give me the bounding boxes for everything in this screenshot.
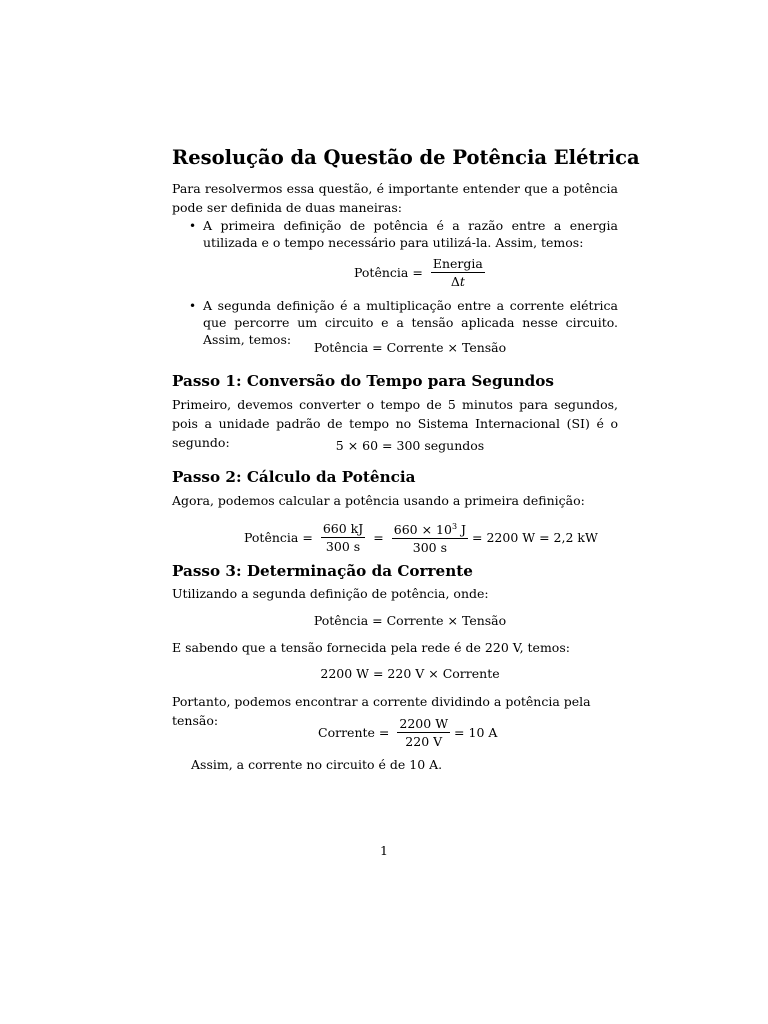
step3-paragraph-3: Portanto, podemos encontrar a corrente dividindo a potência pela tensão: bbox=[172, 694, 591, 728]
step3-heading: Passo 3: Determinação da Corrente bbox=[172, 562, 473, 580]
step2-result: = 2200 W = 2,2 kW bbox=[472, 529, 598, 545]
step3-result: = 10 A bbox=[454, 725, 498, 740]
step2-heading: Passo 2: Cálculo da Potência bbox=[172, 468, 416, 486]
page-title: Resolução da Questão de Potência Elétrica bbox=[172, 146, 640, 169]
conclusion-paragraph: Assim, a corrente no circuito é de 10 A. bbox=[191, 757, 443, 772]
step2-frac2-base: 660 × 10 bbox=[393, 522, 452, 538]
step2-frac2-denominator: 300 s bbox=[412, 540, 447, 556]
step2-frac1-numerator: 660 kJ bbox=[322, 520, 364, 536]
step2-frac1-denominator: 300 s bbox=[325, 538, 361, 554]
step2-fraction-kj bbox=[321, 521, 365, 554]
intro-paragraph: Para resolvermos essa questão, é importante entender que a potência pode ser definida de duas maneiras: bbox=[172, 181, 618, 215]
bullet-marker: • bbox=[189, 299, 197, 313]
eq1-time-var: t bbox=[459, 274, 465, 289]
step3-denominator: 220 V bbox=[405, 734, 443, 749]
equation-power-current-voltage: Potência = Corrente × Tensão bbox=[313, 340, 507, 355]
step3-equals: = bbox=[378, 725, 390, 740]
step3-fraction bbox=[397, 716, 450, 749]
step3-numerator: 2200 W bbox=[399, 716, 449, 731]
step2-fraction-j bbox=[392, 519, 468, 555]
step1-heading: Passo 1: Conversão do Tempo para Segundos bbox=[172, 372, 554, 390]
step3-paragraph-1: Utilizando a segunda definição de potência, onde: bbox=[172, 586, 489, 601]
step3-paragraph-2: E sabendo que a tensão fornecida pela rede é de 220 V, temos: bbox=[172, 640, 570, 655]
step2-frac2-unit: J bbox=[457, 522, 467, 538]
step3-lhs: Corrente bbox=[318, 725, 375, 740]
bullet-item-first-definition: A primeira definição de potência é a razão entre a energia utilizada e o tempo necessário para utilizá-la. Assim, temos: bbox=[203, 218, 618, 250]
eq1-numerator: Energia bbox=[432, 256, 483, 271]
step2-lhs: Potência bbox=[244, 529, 299, 545]
bullet-item-second-definition: A segunda definição é a multiplicação entre a corrente elétrica que percorre um circuito e a tensão aplicada nesse circuito. Assim, temos: bbox=[203, 298, 618, 347]
page-number: 1 bbox=[380, 843, 388, 858]
step2-equals: = bbox=[373, 529, 384, 545]
bullet-marker: • bbox=[189, 219, 197, 233]
step2-equation bbox=[244, 519, 598, 555]
eq1-equals: = bbox=[412, 265, 423, 280]
step2-frac2-numerator bbox=[392, 519, 468, 539]
eq1-fraction bbox=[431, 256, 485, 289]
step2-equals: = bbox=[302, 529, 313, 545]
equation-power-energy bbox=[354, 256, 489, 289]
eq1-lhs: Potência bbox=[354, 265, 409, 280]
step1-equation: 5 × 60 = 300 segundos bbox=[335, 438, 485, 453]
step2-frac2-exponent: 3 bbox=[451, 522, 458, 531]
step3-equation-b: 2200 W = 220 V × Corrente bbox=[320, 666, 500, 681]
step2-paragraph: Agora, podemos calcular a potência usando a primeira definição: bbox=[172, 493, 585, 508]
step3-equation-a: Potência = Corrente × Tensão bbox=[313, 613, 507, 628]
step3-equation-current bbox=[318, 716, 497, 749]
eq1-denominator bbox=[449, 273, 467, 289]
eq1-delta: Δ bbox=[450, 274, 460, 289]
step1-paragraph: Primeiro, devemos converter o tempo de 5 minutos para segundos, pois a unidade padrão de tempo no Sistema Internacional (SI) é o segundo: bbox=[172, 397, 618, 450]
